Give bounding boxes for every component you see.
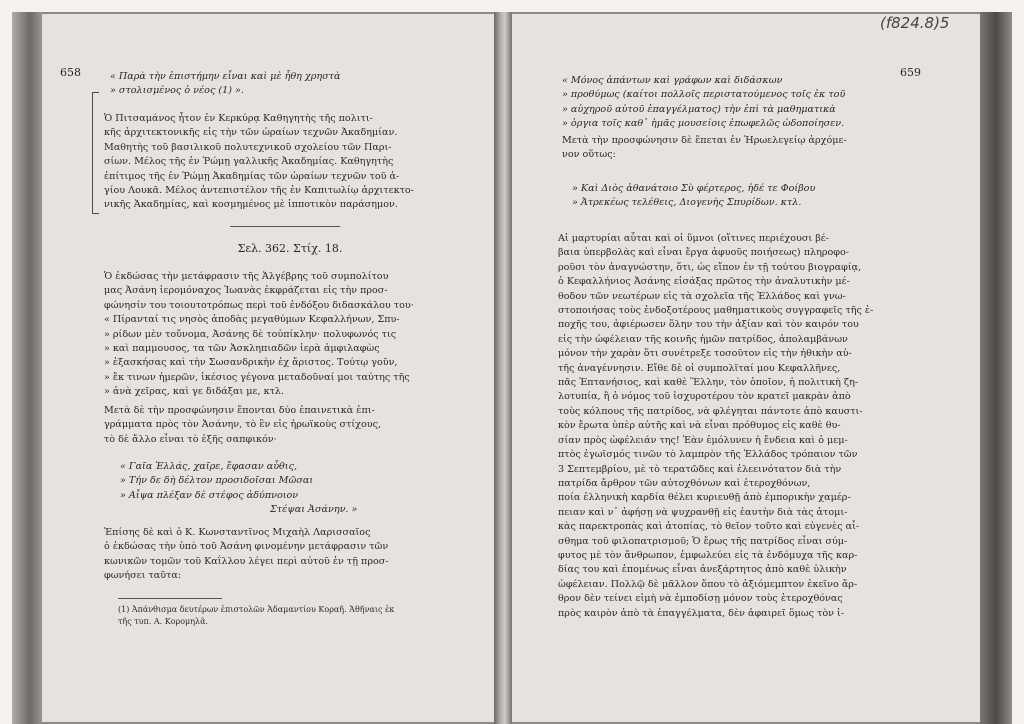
text-line: » ἀνὰ χεῖρας, καὶ γε διδάξαι με, κτλ. <box>104 386 285 398</box>
footnote <box>118 604 480 628</box>
text-line: ἐπίτιμος τῆς ἐν Ῥώμῃ Ἀκαδημίας τῶν ὡραίων τεχνῶν τοῦ ἁ- <box>104 170 400 182</box>
right-intro <box>562 134 942 163</box>
text-line: Αἱ μαρτυρίαι αὗται καὶ οἱ ὕμνοι (οἵτινες περιέχουσι βέ- <box>558 233 829 244</box>
text-line: » στολισμένος ὁ νέος (1) ». <box>110 85 244 97</box>
text-line: Μετὰ δὲ τὴν προσφώνησιν ἕπονται δύο ἐπαινετικὰ ἐπι- <box>104 405 375 416</box>
text-line: μόνον τὴν χαρὰν ὅτι συνέτρεξε τοσοῦτον εἰς τὴν ἠθικὴν αὐ- <box>558 348 852 360</box>
text-line: « Παρὰ τὴν ἐπιστήμην εἶναι καὶ μὲ ἦθη χρηστὰ <box>110 71 341 82</box>
text-line: » ἐξασκήσας καὶ τὴν Σωσανδρικὴν ἐχ ἄριστος. Τούτῳ γοῦν, <box>104 357 398 369</box>
text-line: κὸν ἔρωτα ὑπὲρ αὐτῆς καὶ νὰ εἶναι πρόθυμος εἰς καθὲ θυ- <box>558 420 841 432</box>
text-line: ὠφέλειαν. Πολλῷ δὲ μᾶλλον ὅπου τὸ ἀξιόμεμπτον ἐκεῖνο ἄρ- <box>558 578 858 590</box>
text-line: κῆς ἀρχιτεκτονικῆς εἰς τὴν τῶν ὡραίων τεχνῶν Ἀκαδημίαν. <box>104 127 398 139</box>
text-line: Ἐπίσης δὲ καὶ ὁ Κ. Κωνσταντῖνος Μιχαὴλ Λαρισσαῖος <box>104 527 371 538</box>
left-page-number: 658 <box>60 66 81 79</box>
text-line: πᾶς Ἑπτανήσιος, καὶ καθὲ Ἕλλην, τὸν ὁποῖον, ἡ πολιτικὴ ζη- <box>558 377 859 389</box>
right-book-edge <box>980 12 1012 724</box>
text-line: νικῆς Ἀκαδημίας, καὶ κοσμημένος μὲ ἱπποτικὸν παράσημον. <box>104 199 398 211</box>
text-line: πατρίδα ἄρθρον τῶν αὐτοχθόνων καὶ ἑτεροχθόνων, <box>558 477 811 489</box>
text-line: Ὁ Πιτσαμάνος ἦτον ἐν Κερκύρᾳ Καθηγητὴς τῆς πολιτι- <box>104 113 373 124</box>
left-para-2 <box>104 404 484 447</box>
catalog-mark: (f824.8)5 <box>880 14 950 32</box>
text-line: πρὸς καιρὸν ἀπὸ τὰ ἐπαγγέλματα, δὲν ἀφαιρεῖ ὅμως τὸν ἰ- <box>558 607 845 619</box>
text-line: 3 Σεπτεμβρίου, μὲ τὸ τερατῶδες καὶ ἐλεεινότατον διὰ τὴν <box>558 463 842 475</box>
right-page-number: 659 <box>900 66 921 79</box>
text-line: τοὺς κόλπους τῆς πατρίδος, νὰ φλέγηται πάντοτε ἀπὸ καυστι- <box>558 405 863 417</box>
text-line: ροῦσι τὸν ἀναγνώστην, ὅτι, ὡς εἴπον ἐν τῇ τούτου βιογραφίᾳ, <box>558 261 862 273</box>
text-line: ποία ἑλληνικὴ καρδία θέλει κυριευθῇ ἀπὸ ἐμπορικὴν χαμέρ- <box>558 492 851 504</box>
text-line: δίας του καὶ ἐπομένως εἶναι ἀνεξάρτητος ἀπὸ καθὲ ὑλικὴν <box>558 564 847 576</box>
text-line: » προθύμως (καίτοι πολλοῖς περιστατούμενος τοῖς ἐκ τοῦ <box>562 89 846 101</box>
text-line: γίου Λουκᾶ. Μέλος ἀντεπιστέλον τῆς ἐν Καπιτωλίῳ ἀρχιτεκτο- <box>104 185 414 197</box>
poem-line: » Αἶψα πλέξαν δὲ στέφος ἀδύπνοιον <box>120 489 299 501</box>
text-line: λοτυπία, ἢ ὁ νόμος τοῦ ἰσχυροτέρου τὸν κρατεῖ μακρὰν ἀπὸ <box>558 391 851 403</box>
text-line: θοδον τῶν νεωτέρων εἰς τὰ σχολεῖα τῆς Ἑλλάδος καὶ γνω- <box>558 290 846 302</box>
left-quote <box>110 70 480 99</box>
text-line: κωνικῶν τομῶν τοῦ Καΐλλου λέγει περὶ αὐτοῦ ἐν τῇ προσ- <box>104 555 389 567</box>
text-line: νον οὕτως: <box>562 149 616 161</box>
left-bio <box>104 112 484 213</box>
text-line: τὸ δὲ ἄλλο εἶναι τὸ ἑξῆς σαπφικόν· <box>104 433 277 445</box>
left-para-1 <box>104 270 484 400</box>
text-line: βαια ὑπερβολὰς καὶ εἶναι ἔργα ἀφυοῦς ποιήσεως) πληροφο- <box>558 247 849 259</box>
text-line: « Πίρανταί τις νησὸς ἀποδὰς μεγαθύμων Κεφαλλήνων, Σπυ- <box>104 314 400 326</box>
footnote-line: (1) Ἀπάνθισμα δευτέρων ἐπιστολῶν Ἀδαμαντίου Κοραῆ. Ἀθῆναις ἐκ <box>118 605 395 614</box>
text-line: στοποιήσας τοὺς ἐνδοξοτέρους μαθηματικοὺς συγγραφεῖς τῆς ἐ- <box>558 305 874 317</box>
book-gutter <box>494 12 512 724</box>
section-rule <box>230 226 340 227</box>
text-line: σθημα τοῦ φιλοπατρισμοῦ; Ὁ ἔρως τῆς πατρίδος εἶναι σύμ- <box>558 535 848 547</box>
text-line: ποχῆς του, ἀφιέρωσεν ὅλην του τὴν ἀξίαν καὶ τὸν καιρόν του <box>558 319 859 331</box>
sapphic-poem <box>120 460 480 518</box>
section-heading: Σελ. 362. Στίχ. 18. <box>237 242 343 255</box>
right-body <box>558 232 942 621</box>
text-line: ὁ ἐκδώσας τὴν ὑπὸ τοῦ Ἀσάνη φινομένην μετάφρασιν τῶν <box>104 541 389 553</box>
text-line: τῆς ἀναγέννησιν. Εἴθε δὲ οἱ συμπολῖταί μου Κεφαλλῆνες, <box>558 362 841 374</box>
text-line: » ὁργια τοῖς καθ᾽ ἡμᾶς μουσείοις ἐπωφελῶς ὡδοποίησεν. <box>562 118 845 130</box>
text-line: Μετὰ τὴν προσφώνησιν δὲ ἕπεται ἐν Ἡρωελεγείῳ ἀρχόμε- <box>562 135 847 146</box>
left-para-3 <box>104 526 484 584</box>
footnote-line: τῆς τυπ. Α. Κορομηλᾶ. <box>118 617 209 626</box>
poem-line: » Τήν δε δὴ δέλτον προσιδοῖσαι Μῶσαι <box>120 475 314 487</box>
text-line: » ἔκ τινων ἡμερῶν, ἱκέσιος γέγονα μεταδοῦναί μοι ταύτης τῆς <box>104 371 410 383</box>
text-line: μας Ἀσάνη ἱερομόναχος Ἰωανὰς ἐκφράζεται εἰς τὴν προσ- <box>104 285 388 297</box>
text-line: φυτος μὲ τὸν ἄνθρωπον, ἐμφωλεύει εἰς τὰ ἐνδόμυχα τῆς καρ- <box>558 549 858 561</box>
poem-line: « Γαῖα Ἑλλάς, χαῖρε, ἔφασαν αὖθις, <box>120 461 297 472</box>
text-line: σίων. Μέλος τῆς ἐν Ῥώμῃ γαλλικῆς Ἀκαδημίας. Καθηγητὴς <box>104 156 394 168</box>
left-book-edge <box>12 12 42 724</box>
right-verse <box>572 182 942 211</box>
text-line: « Μόνος ἁπάντων καὶ γράφων καὶ διδάσκων <box>562 75 783 86</box>
text-line: Μαθητὴς τοῦ βασιλικοῦ πολυτεχνικοῦ σχολείου τῶν Παρι- <box>104 141 392 153</box>
text-line: Ὁ ἐκδώσας τὴν μετάφρασιν τῆς Ἀλγέβρης τοῦ συμπολίτου <box>104 271 389 282</box>
right-quote <box>562 74 942 132</box>
text-line: φώνησίν του τοιουτοτρόπως περὶ τοῦ ἐνδόξου διδασκάλου του· <box>104 299 414 311</box>
text-line: σίαν πρὸς ὠφέλειάν της! Ἐὰν ἐμόλυνεν ἡ ἔνδεια καὶ ὁ μεμ- <box>558 434 848 446</box>
verse-line: » Καὶ Διὸς ἀθανάτοιο Σὺ φέρτερος, ἠδέ τε Φοίβου <box>572 183 816 194</box>
text-line: » αὐχηροῦ αὐτοῦ ἐπαγγέλματος) τὴν ἐπὶ τὰ μαθηματικὰ <box>562 103 836 115</box>
text-line: πτὸς ἐγωϊσμός τινῶν τὸ λαμπρὸν τῆς Ἑλλάδος τρόπαιον τῶν <box>558 449 858 461</box>
text-line: κὰς παρεκτροπὰς καὶ ἀτοπίας, τὸ θεῖον τοῦτο καὶ εὐγενὲς αἶ- <box>558 521 860 533</box>
poem-line: Στέψαι Ἀσάνην. » <box>270 504 358 516</box>
margin-bracket <box>92 92 99 214</box>
text-line: φωνήσει ταῦτα: <box>104 570 182 582</box>
text-line: » καὶ παμμουσος, τα τῶν Ἀσκληπιαδῶν ἱερὰ ἀμφιλαφὼς <box>104 343 380 355</box>
text-line: ὁ Κεφαλλήνιος Ἀσάνης εἰσάξας πρῶτος τὴν ἀναλυτικὴν μέ- <box>558 276 850 288</box>
text-line: γράμματα πρὸς τὸν Ἀσάνην, τὸ ἓν εἰς ἡρωϊκοὺς στίχους, <box>104 419 381 431</box>
footnote-rule <box>118 598 222 599</box>
text-line: πειαν καὶ ν᾽ ἀφήσῃ νὰ ψυχρανθῇ εἰς ἑαυτὴν διὰ τὰς ἀτομι- <box>558 506 848 518</box>
text-line: εἰς τὴν ὠφέλειαν τῆς κοινῆς ἡμῶν πατρίδος, ἀπολαμβάνων <box>558 333 848 345</box>
text-line: » ρίδων μὲν τοὔνομα, Ἀσάνης δὲ τοὐπίκλην· πολυφωνός τις <box>104 328 397 340</box>
text-line: θρον δὲν τείνει εἰμὴ νὰ ἐμποδίσῃ μόνον τοὺς ἑτεροχθόνας <box>558 593 843 605</box>
verse-line: » Ἀτρεκέως τελέθεις, Διογενὴς Σπυρίδων. κτλ. <box>572 197 802 209</box>
